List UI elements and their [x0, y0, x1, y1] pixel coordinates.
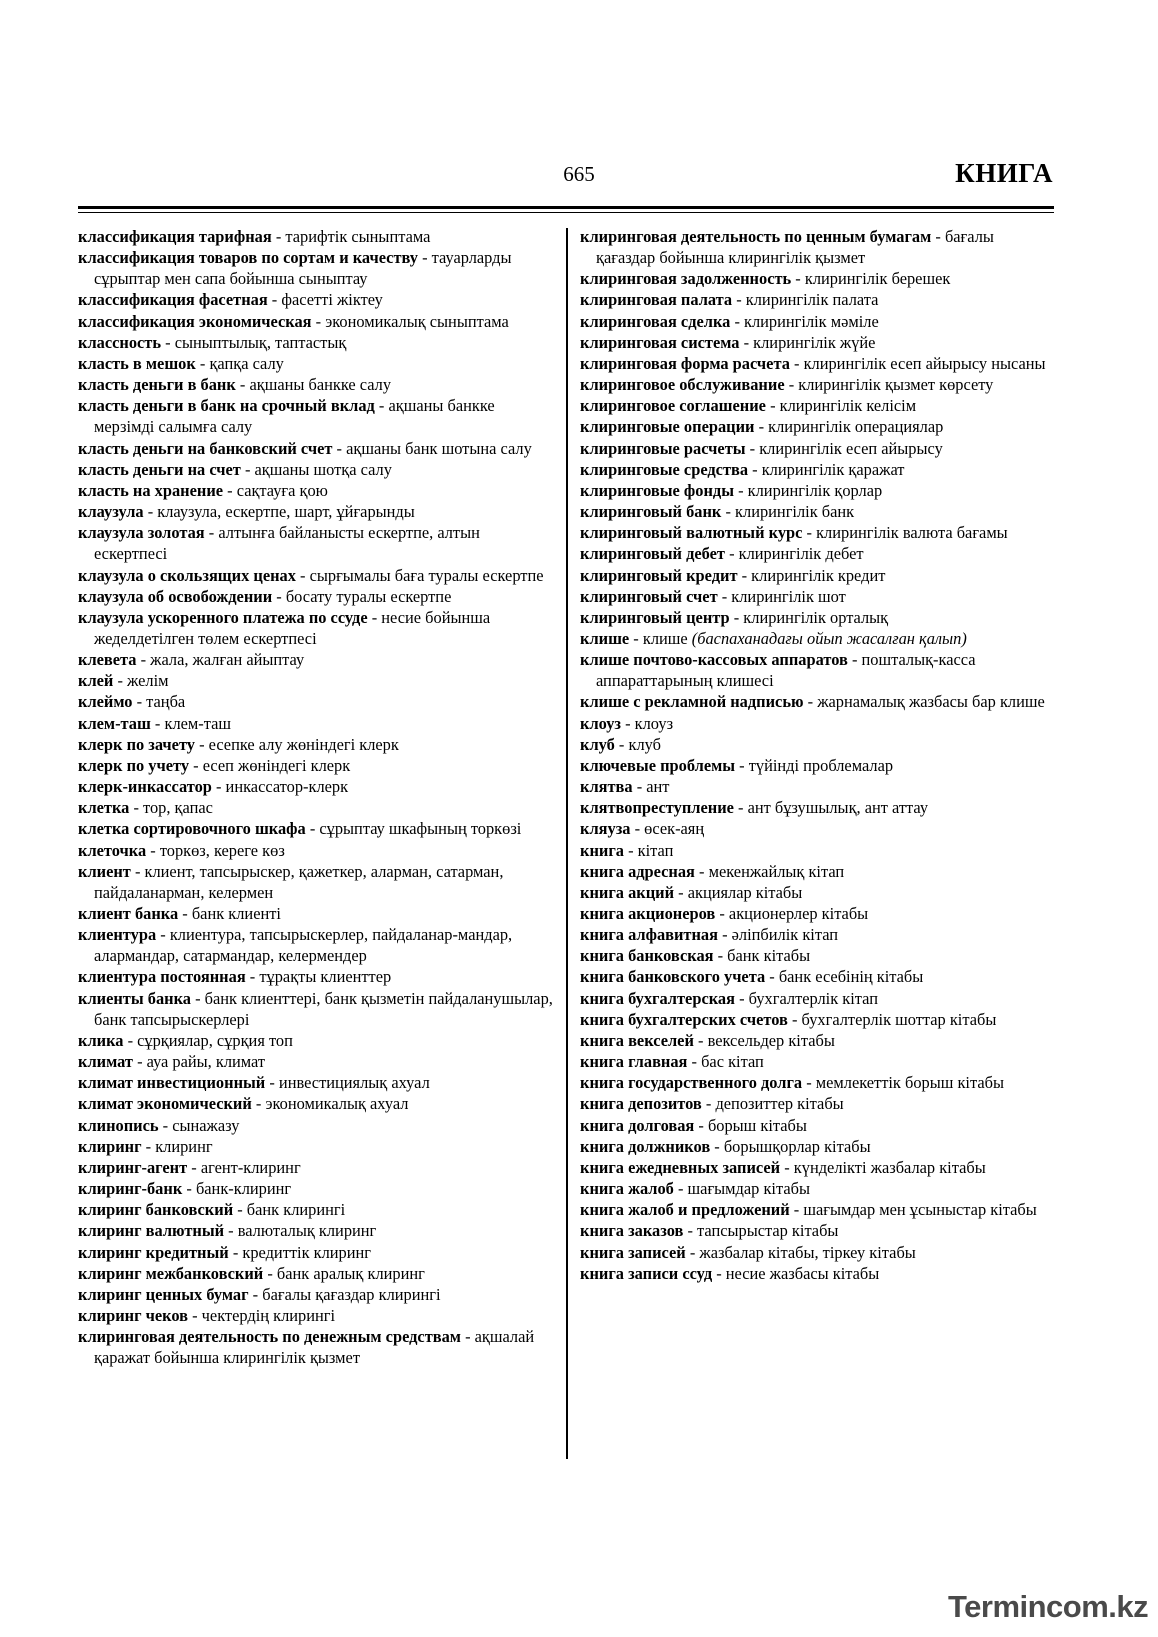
entry-definition: күнделікті жазбалар кітабы [793, 1157, 986, 1177]
dictionary-entry: класть деньги на счет - ақшаны шотқа салу [78, 459, 392, 479]
entry-term: классность [78, 332, 162, 352]
dictionary-entry: книга алфавитная - әліпбилік кітап [580, 925, 839, 945]
entry-definition: несие жазбасы кітабы [725, 1263, 880, 1283]
dictionary-entry: климат инвестиционный - инвестициялық ахуал [78, 1073, 430, 1093]
entry-term: клише [580, 628, 630, 648]
entry-definition: сыныптылық, таптастық [174, 332, 347, 352]
entry-definition: желім [127, 671, 169, 691]
entry-term: книга векселей [580, 1030, 694, 1050]
entry-definition: акциялар кітабы [687, 882, 803, 902]
dictionary-entry: клиринговая палата - клирингілік палата [580, 290, 879, 310]
entry-definition: клиент, тапсырыскер, қажеткер, аларман, сатарман, пайдаланарман, келермен [94, 861, 504, 902]
entry-term: клиринг ценных бумаг [78, 1284, 249, 1304]
entry-definition: клирингілік мәміле [744, 311, 879, 331]
dictionary-entry: клиринговый центр - клирингілік орталық [580, 607, 889, 627]
dictionary-entry: книга долговая - борыш кітабы [580, 1115, 807, 1135]
entry-definition: бухгалтерлік кітап [748, 988, 878, 1008]
entry-term: клинопись [78, 1115, 159, 1135]
entry-definition: несие бойынша жеделдетілген төлем ескертпесі [94, 607, 491, 648]
entry-definition: банк клиенті [191, 904, 281, 923]
entry-definition: клирингілік орталық [743, 607, 889, 627]
entry-definition: тор, қапас [143, 798, 213, 818]
dictionary-entry: классификация тарифная - тарифтік сыныптама [78, 227, 431, 246]
entry-term: книга банковского учета [580, 967, 766, 987]
dictionary-entry: клиринговое соглашение - клирингілік келісім [580, 396, 917, 416]
dictionary-entry: книга акций - акциялар кітабы [580, 882, 803, 902]
entry-definition: шағымдар мен ұсыныстар кітабы [803, 1200, 1037, 1220]
entry-term: климат инвестиционный [78, 1073, 266, 1093]
entry-term: клиринговая форма расчета [580, 353, 790, 373]
entry-term: клаузула ускоренного платежа по ссуде [78, 607, 368, 627]
entry-term: клиринговое соглашение [580, 396, 766, 416]
entry-definition: вексельдер кітабы [707, 1030, 835, 1050]
dictionary-entry: клиентура постоянная - тұрақты клиенттер [78, 967, 392, 987]
entry-definition: тауарларды сұрыптар мен сапа бойынша сыныптау [94, 248, 512, 289]
entry-note: (баспаханадағы ойып жасалған қалып) [691, 628, 967, 648]
dictionary-entry: клиринг межбанковский - банк аралық клиринг [78, 1263, 425, 1283]
dictionary-entry: клетка - тор, қапас [78, 798, 213, 818]
entry-term: книга главная [580, 1052, 688, 1072]
entry-term: клиринговый центр [580, 607, 730, 627]
dictionary-entry: клиринг-агент - агент-клиринг [78, 1157, 301, 1177]
logo-text: Termincom.kz [948, 1589, 1149, 1624]
entry-term: книга ежедневных записей [580, 1157, 781, 1177]
dictionary-entry: клиринговая задолженность - клирингілік берешек [580, 269, 951, 289]
entry-term: клиринговые фонды [580, 480, 734, 500]
dictionary-entry: клиринг-банк - банк-клиринг [78, 1179, 292, 1199]
dictionary-entry: клиринговые расчеты - клирингілік есеп айырысу [580, 438, 943, 458]
dictionary-entry: клятва - ант [580, 777, 670, 797]
entry-term: клише почтово-кассовых аппаратов [580, 650, 848, 670]
entry-term: клевета [78, 650, 137, 670]
entry-term: клиринг [78, 1136, 142, 1156]
entry-definition: инкассатор-клерк [225, 777, 349, 797]
entry-term: клерк-инкассатор [78, 777, 212, 797]
entry-definition: ант [646, 777, 670, 797]
entry-term: клиринговая задолженность [580, 269, 792, 289]
entry-term: клиенты банка [78, 988, 191, 1008]
entry-term: климат [78, 1052, 133, 1072]
entry-definition: банк клиенттері, банк қызметін пайдаланушылар, банк тапсырыскерлері [94, 988, 553, 1029]
dictionary-entry: клиринг банковский - банк клирингі [78, 1200, 346, 1220]
entry-term: клаузула о скользящих ценах [78, 565, 296, 585]
entry-term: клика [78, 1030, 124, 1050]
dictionary-entry: класть деньги на банковский счет - ақшаны банк шотына салу [78, 438, 532, 458]
entry-definition: чектердің клирингі [201, 1305, 336, 1325]
dictionary-entry: клиентура - клиентура, тапсырыскерлер, пайдаланар-мандар, алармандар, сатармандар, келермендер [78, 925, 513, 966]
left-column [78, 226, 554, 1368]
entry-term: клиентура постоянная [78, 967, 246, 987]
dictionary-entry: книга заказов - тапсырыстар кітабы [580, 1221, 839, 1241]
dictionary-entry: клиринговые операции - клирингілік операциялар [580, 417, 944, 437]
entry-term: клиринговый банк [580, 502, 722, 522]
entry-definition: сынажазу [172, 1115, 240, 1135]
entry-term: клерк по учету [78, 755, 190, 775]
entry-definition: тұрақты клиенттер [259, 967, 392, 987]
entry-term: клуб [580, 734, 615, 754]
entry-definition: клем-таш [164, 713, 231, 733]
dictionary-entry: классность - сыныптылық, таптастық [78, 332, 347, 352]
dictionary-entry: клиент - клиент, тапсырыскер, қажеткер, аларман, сатарман, пайдаланарман, келермен [78, 861, 504, 902]
entry-term: клаузула об освобождении [78, 586, 273, 606]
dictionary-entry: клише - клише (баспаханадағы ойып жасалған қалып) [580, 628, 967, 648]
dictionary-entry: клаузула об освобождении - босату туралы ескертпе [78, 586, 452, 606]
entry-term: клиринговое обслуживание [580, 375, 785, 395]
entry-term: клиринговый счет [580, 586, 718, 606]
dictionary-entry: клерк по учету - есеп жөніндегі клерк [78, 755, 351, 775]
dictionary-entry: клиринг - клиринг [78, 1136, 213, 1156]
dictionary-entry: клятвопреступление - ант бұзушылық, ант аттау [580, 798, 929, 818]
entry-term: классификация фасетная [78, 290, 268, 310]
entry-term: клиринг кредитный [78, 1242, 229, 1262]
entry-definition: клиринг [155, 1136, 213, 1156]
entry-term: клерк по зачету [78, 734, 195, 754]
dictionary-entry: книга государственного долга - мемлекеттік борыш кітабы [580, 1073, 1004, 1093]
entry-term: клиент [78, 861, 131, 881]
dictionary-entry: классификация экономическая - экономикалық сыныптама [78, 311, 509, 331]
dictionary-entry: клетка сортировочного шкафа - сұрыптау шкафының торкөзі [78, 819, 522, 839]
entry-definition: клирингілік валюта бағамы [816, 523, 1008, 543]
entry-term: клятва [580, 777, 633, 797]
dictionary-entry: клиринговые фонды - клирингілік қорлар [580, 480, 883, 500]
dictionary-entry: книга банковская - банк кітабы [580, 946, 811, 966]
dictionary-entry: клиринговая деятельность по ценным бумагам - бағалы қағаздар бойынша клирингілік қызмет [580, 227, 994, 268]
dictionary-entry: клиринг ценных бумаг - бағалы қағаздар клирингі [78, 1284, 441, 1304]
entry-definition: клирингілік қызмет көрсету [798, 375, 994, 395]
entry-definition: клирингілік есеп айырысу [759, 438, 943, 458]
entry-term: клише с рекламной надписью [580, 692, 804, 712]
dictionary-entry: клинопись - сынажазу [78, 1115, 240, 1135]
entry-definition: жарнамалық жазбасы бар клише [817, 692, 1045, 712]
dictionary-entry: ключевые проблемы - түйінді проблемалар [580, 755, 894, 775]
entry-definition: ақшаны банкке салу [249, 375, 392, 395]
entry-definition: бухгалтерлік шоттар кітабы [801, 1009, 997, 1029]
entry-definition: клирингілік палата [745, 290, 879, 310]
entry-term: класть деньги на банковский счет [78, 438, 333, 458]
dictionary-entry: клиринг валютный - валюталық клиринг [78, 1221, 377, 1241]
dictionary-entry: книга главная - бас кітап [580, 1052, 764, 1072]
termincom-logo [944, 1583, 1149, 1629]
dictionary-entry: книга записей - жазбалар кітабы, тіркеу кітабы [580, 1242, 916, 1262]
entry-definition: жазбалар кітабы, тіркеу кітабы [699, 1242, 916, 1262]
entry-definition: клирингілік банк [735, 502, 855, 522]
entry-definition: клирингілік дебет [738, 544, 864, 564]
entry-definition: борышқорлар кітабы [723, 1136, 871, 1156]
entry-term: климат экономический [78, 1094, 252, 1114]
entry-definition: клирингілік қаражат [761, 459, 905, 479]
entry-term: клятвопреступление [580, 798, 734, 818]
dictionary-entry: клуб - клуб [580, 734, 661, 754]
dictionary-entry: клоуз - клоуз [580, 713, 674, 733]
dictionary-entry: классификация фасетная - фасетті жіктеу [78, 290, 383, 310]
entry-term: книга заказов [580, 1221, 684, 1241]
entry-definition: инвестициялық ахуал [278, 1073, 430, 1093]
entry-definition: әліпбилік кітап [731, 925, 839, 945]
entry-term: клиринговая деятельность по ценным бумагам [580, 227, 932, 246]
dictionary-entry: клиринговые средства - клирингілік қаражат [580, 459, 905, 479]
entry-definition: мемлекеттік борыш кітабы [815, 1073, 1004, 1093]
entry-definition: фасетті жіктеу [281, 290, 383, 310]
entry-definition: клирингілік берешек [804, 269, 951, 289]
dictionary-entry: класть деньги в банк на срочный вклад - ақшаны банкке мерзімді салымға салу [78, 396, 495, 437]
entry-term: классификация экономическая [78, 311, 312, 331]
entry-term: клиринговые расчеты [580, 438, 746, 458]
entry-term: книга акционеров [580, 904, 716, 923]
entry-term: клоуз [580, 713, 621, 733]
entry-definition: банк клирингі [246, 1200, 346, 1220]
entry-definition: қапқа салу [209, 353, 284, 373]
entry-definition: клирингілік есеп айырысу нысаны [803, 353, 1046, 373]
entry-definition: клирингілік жүйе [753, 332, 876, 352]
column-separator [566, 228, 568, 1459]
dictionary-entry: клиринговая деятельность по денежным средствам - ақшалай қаражат бойынша клирингілік қызмет [78, 1327, 535, 1368]
entry-term: клиринг валютный [78, 1221, 225, 1241]
dictionary-entry: книга бухгалтерская - бухгалтерлік кітап [580, 988, 878, 1008]
dictionary-entry: класть деньги в банк - ақшаны банкке салу [78, 375, 392, 395]
dictionary-entry: клей - желім [78, 671, 169, 691]
entry-term: клей [78, 671, 114, 691]
entry-definition: сырғымалы баға туралы ескертпе [309, 565, 544, 585]
entry-term: клиринг-банк [78, 1179, 183, 1199]
page-number: 665 [563, 162, 595, 186]
dictionary-entry: клиринговый банк - клирингілік банк [580, 502, 855, 522]
dictionary-entry: класть в мешок - қапқа салу [78, 353, 284, 373]
dictionary-entry: клаузула - клаузула, ескертпе, шарт, ұйғарынды [78, 502, 415, 522]
entry-definition: банк кітабы [727, 946, 811, 966]
entry-term: клиринговый дебет [580, 544, 725, 564]
entry-term: книга бухгалтерских счетов [580, 1009, 788, 1029]
dictionary-entry: книга записи ссуд - несие жазбасы кітабы [580, 1263, 880, 1283]
dictionary-entry: клиринговая форма расчета - клирингілік есеп айырысу нысаны [580, 353, 1046, 373]
dictionary-entry: клем-таш - клем-таш [78, 713, 231, 733]
entry-definition: ауа райы, климат [146, 1052, 266, 1072]
entry-term: книга записей [580, 1242, 686, 1262]
entry-term: книга депозитов [580, 1094, 702, 1114]
dictionary-entry: клиринговая сделка - клирингілік мәміле [580, 311, 879, 331]
entry-term: класть деньги на счет [78, 459, 241, 479]
entry-term: книга бухгалтерская [580, 988, 735, 1008]
dictionary-entry: клиринговый кредит - клирингілік кредит [580, 565, 886, 585]
entry-definition: кітап [637, 840, 674, 860]
dictionary-entry: клиенты банка - банк клиенттері, банк қызметін пайдаланушылар, банк тапсырыскерлері [78, 988, 553, 1029]
entry-definition: банк аралық клиринг [276, 1263, 425, 1283]
entry-definition: түйінді проблемалар [748, 755, 894, 775]
dictionary-entry: книга - кітап [580, 840, 674, 860]
entry-term: класть деньги в банк на срочный вклад [78, 396, 375, 416]
entry-definition: клирингілік шот [731, 586, 846, 606]
entry-term: клаузула золотая [78, 523, 205, 543]
entry-definition: ақшалай қаражат бойынша клирингілік қызмет [94, 1327, 535, 1368]
entry-term: книга [580, 840, 624, 860]
dictionary-entry: книга депозитов - депозиттер кітабы [580, 1094, 844, 1114]
entry-definition: банк есебінің кітабы [778, 967, 924, 987]
dictionary-entry: клиринговое обслуживание - клирингілік қызмет көрсету [580, 375, 994, 395]
entry-term: клетка сортировочного шкафа [78, 819, 306, 839]
entry-term: клиринговая система [580, 332, 740, 352]
dictionary-entry: климат экономический - экономикалық ахуал [78, 1094, 409, 1114]
entry-term: клиринговая деятельность по денежным средствам [78, 1327, 461, 1347]
entry-definition: банк-клиринг [195, 1179, 292, 1199]
entry-definition: сақтауға қою [236, 480, 328, 500]
entry-definition: босату туралы ескертпе [285, 586, 452, 606]
entry-definition: шағымдар кітабы [687, 1179, 810, 1199]
dictionary-entry: клаузула золотая - алтынға байланысты ескертпе, алтын ескертпесі [78, 523, 480, 564]
dictionary-entry: книга векселей - вексельдер кітабы [580, 1030, 835, 1050]
dictionary-entry: книга должников - борышқорлар кітабы [580, 1136, 871, 1156]
entry-term: книга записи ссуд [580, 1263, 713, 1283]
entry-definition: жала, жалған айыптау [150, 650, 305, 670]
entry-definition: мекенжайлық кітап [708, 861, 845, 881]
dictionary-entry: клеймо - таңба [78, 692, 186, 712]
entry-definition: ақшаны шотқа салу [254, 459, 392, 479]
entry-term: книга государственного долга [580, 1073, 803, 1093]
entry-term: книга жалоб и предложений [580, 1200, 790, 1220]
dictionary-entry: клерк-инкассатор - инкассатор-клерк [78, 777, 349, 797]
entry-term: класть в мешок [78, 353, 196, 373]
dictionary-entry: клаузула ускоренного платежа по ссуде - несие бойынша жеделдетілген төлем ескертпесі [78, 607, 491, 648]
entry-definition: клиентура, тапсырыскерлер, пайдаланар-мандар, алармандар, сатармандар, келермендер [94, 925, 513, 966]
dictionary-entry: клика - сұрқиялар, сұрқия топ [78, 1030, 293, 1050]
dictionary-entry: книга банковского учета - банк есебінің кітабы [580, 967, 924, 987]
entry-definition: акционерлер кітабы [728, 904, 869, 923]
entry-term: клиринг-агент [78, 1157, 188, 1177]
dictionary-entry: клерк по зачету - есепке алу жөніндегі клерк [78, 734, 399, 754]
entry-definition: ақшаны банкке мерзімді салымға салу [94, 396, 495, 437]
entry-definition: борыш кітабы [707, 1115, 807, 1135]
dictionary-entry: клиринговый счет - клирингілік шот [580, 586, 846, 606]
entry-definition: клоуз [634, 713, 674, 733]
entry-term: клиринговые операции [580, 417, 755, 437]
entry-definition: валюталық клиринг [237, 1221, 377, 1241]
right-column [580, 226, 1054, 1284]
entry-definition: алтынға байланысты ескертпе, алтын ескертпесі [94, 523, 480, 564]
entry-definition: ант бұзушылық, ант аттау [747, 798, 929, 818]
entry-term: книга акций [580, 882, 675, 902]
entry-term: клеточка [78, 840, 147, 860]
entry-definition: экономикалық сыныптама [325, 311, 509, 331]
dictionary-entry: класть на хранение - сақтауға қою [78, 480, 328, 500]
entry-definition: клаузула, ескертпе, шарт, ұйғарынды [157, 502, 415, 522]
entry-term: клиринг межбанковский [78, 1263, 264, 1283]
dictionary-entry: климат - ауа райы, климат [78, 1052, 266, 1072]
header-rule-thin [78, 212, 1054, 213]
dictionary-entry: клеточка - торкөз, кереге көз [78, 840, 285, 860]
entry-definition: клирингілік операциялар [768, 417, 944, 437]
dictionary-entry: клиринг чеков - чектердің клирингі [78, 1305, 336, 1325]
dictionary-entry: клиринговый дебет - клирингілік дебет [580, 544, 864, 564]
entry-definition: тарифтік сыныптама [285, 227, 431, 246]
entry-definition: клирингілік кредит [751, 565, 886, 585]
entry-term: классификация тарифная [78, 227, 272, 246]
entry-term: книга жалоб [580, 1179, 674, 1199]
dictionary-entry: клиринг кредитный - кредиттік клиринг [78, 1242, 372, 1262]
entry-term: клиент банка [78, 904, 179, 923]
entry-term: класть деньги в банк [78, 375, 236, 395]
entry-term: книга долговая [580, 1115, 695, 1135]
entry-definition: торкөз, кереге көз [159, 840, 285, 860]
dictionary-entry: клише с рекламной надписью - жарнамалық жазбасы бар клише [580, 692, 1045, 712]
entry-term: клиринг банковский [78, 1200, 234, 1220]
dictionary-entry: клиент банка - банк клиенті [78, 904, 281, 923]
dictionary-entry: клише почтово-кассовых аппаратов - пошталық-касса аппараттарының клишесі [580, 650, 976, 691]
entry-definition: бағалы қағаздар бойынша клирингілік қызмет [596, 227, 994, 268]
entry-definition: депозиттер кітабы [715, 1094, 844, 1114]
dictionary-entry: клиринговый валютный курс - клирингілік валюта бағамы [580, 523, 1008, 543]
dictionary-entry: клиринговая система - клирингілік жүйе [580, 332, 876, 352]
dictionary-entry: клаузула о скользящих ценах - сырғымалы баға туралы ескертпе [78, 565, 544, 585]
entry-term: клаузула [78, 502, 144, 522]
entry-definition: таңба [146, 692, 186, 712]
entry-term: клиентура [78, 925, 157, 945]
entry-definition: агент-клиринг [200, 1157, 301, 1177]
entry-definition: экономикалық ахуал [265, 1094, 409, 1114]
entry-definition: клуб [628, 734, 661, 754]
entry-definition: есепке алу жөніндегі клерк [208, 734, 399, 754]
entry-term: клиринг чеков [78, 1305, 189, 1325]
dictionary-entry: книга жалоб - шағымдар кітабы [580, 1179, 810, 1199]
entry-definition: клише [642, 628, 688, 648]
entry-term: ключевые проблемы [580, 755, 736, 775]
entry-definition: ақшаны банк шотына салу [346, 438, 532, 458]
entry-definition: сұрқиялар, сұрқия топ [137, 1030, 293, 1050]
dictionary-entry: книга ежедневных записей - күнделікті жазбалар кітабы [580, 1157, 986, 1177]
entry-definition: бас кітап [701, 1052, 764, 1072]
entry-term: клеймо [78, 692, 133, 712]
entry-term: клиринговые средства [580, 459, 749, 479]
entry-term: классификация товаров по сортам и качеству [78, 248, 418, 268]
dictionary-entry: книга акционеров - акционерлер кітабы [580, 904, 869, 923]
entry-term: клем-таш [78, 713, 151, 733]
dictionary-entry: книга адресная - мекенжайлық кітап [580, 861, 845, 881]
dictionary-entry: классификация товаров по сортам и качеству - тауарларды сұрыптар мен сапа бойынша сыныптау [78, 248, 512, 289]
entry-definition: өсек-аяң [644, 819, 705, 839]
dictionary-entry: книга бухгалтерских счетов - бухгалтерлік шоттар кітабы [580, 1009, 997, 1029]
entry-term: клиринговая сделка [580, 311, 731, 331]
dictionary-entry: кляуза - өсек-аяң [580, 819, 705, 839]
entry-definition: бағалы қағаздар клирингі [262, 1284, 441, 1304]
entry-definition: тапсырыстар кітабы [697, 1221, 839, 1241]
entry-term: книга алфавитная [580, 925, 718, 945]
entry-term: книга адресная [580, 861, 695, 881]
entry-definition: клирингілік келісім [779, 396, 917, 416]
running-head: КНИГА [955, 158, 1053, 188]
entry-definition: клирингілік қорлар [747, 480, 883, 500]
entry-definition: сұрыптау шкафының торкөзі [319, 819, 522, 839]
entry-term: класть на хранение [78, 480, 224, 500]
dictionary-entry: клевета - жала, жалған айыптау [78, 650, 305, 670]
entry-term: клиринговый валютный курс [580, 523, 803, 543]
dictionary-entry: книга жалоб и предложений - шағымдар мен ұсыныстар кітабы [580, 1200, 1037, 1220]
entry-term: клиринговая палата [580, 290, 733, 310]
entry-term: книга банковская [580, 946, 714, 966]
entry-term: кляуза [580, 819, 631, 839]
entry-definition: кредиттік клиринг [242, 1242, 372, 1262]
entry-definition: есеп жөніндегі клерк [202, 755, 351, 775]
entry-term: клиринговый кредит [580, 565, 738, 585]
entry-term: книга должников [580, 1136, 711, 1156]
entry-definition: пошталық-касса аппараттарының клишесі [596, 650, 976, 691]
header-rule-thick [78, 206, 1054, 209]
entry-term: клетка [78, 798, 130, 818]
